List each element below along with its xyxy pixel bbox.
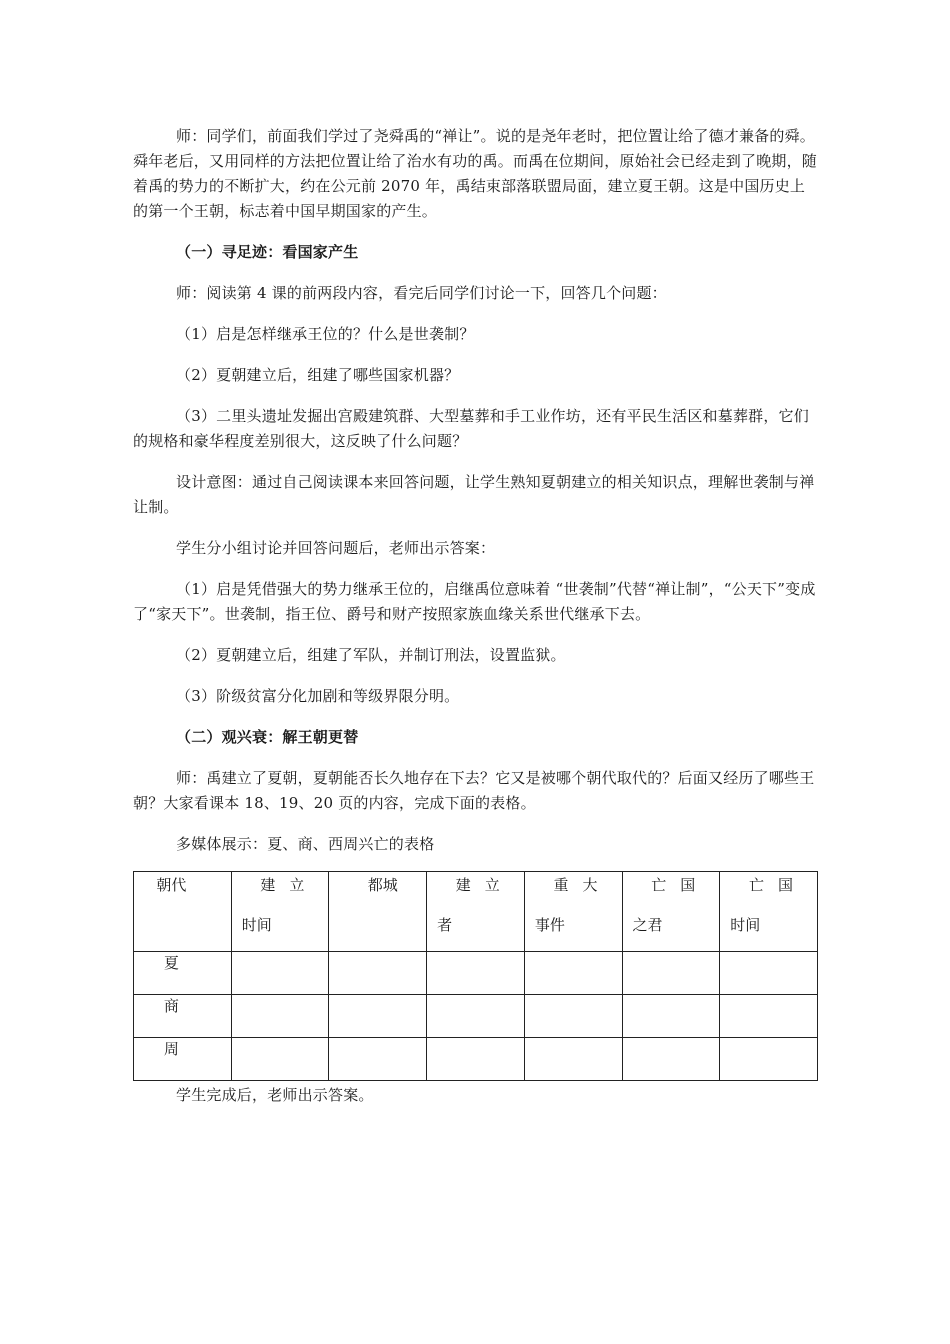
closing-note: 学生完成后，老师出示答案。 <box>176 1086 374 1104</box>
table-row <box>134 952 818 995</box>
table-cell <box>720 1038 818 1081</box>
table-cell <box>720 952 818 995</box>
table-cell <box>231 952 329 995</box>
table-cell <box>622 1038 720 1081</box>
row-label-shang: 商 <box>134 995 232 1038</box>
table-cell <box>524 952 622 995</box>
question-2: （2）夏朝建立后，组建了哪些国家机器？ <box>176 366 460 384</box>
multimedia-note: 多媒体展示：夏、商、西周兴亡的表格 <box>176 835 435 853</box>
table-cell <box>622 952 720 995</box>
table-row <box>134 1038 818 1081</box>
document-body <box>133 124 818 1108</box>
header-cell-capital: 都城 <box>329 872 427 952</box>
answer-2: （2）夏朝建立后，组建了军队，并制订刑法，设置监狱。 <box>176 646 566 664</box>
discussion-note: 学生分小组讨论并回答问题后，老师出示答案： <box>176 539 496 557</box>
table-cell <box>231 995 329 1038</box>
header-cell-fall-time: 亡国 时间 <box>720 872 818 952</box>
header-cell-dynasty: 朝代 <box>134 872 232 952</box>
table-cell <box>427 952 525 995</box>
table-cell <box>329 1038 427 1081</box>
header-cell-founding-time: 建立 时间 <box>231 872 329 952</box>
intro-paragraph: 师：同学们，前面我们学过了尧舜禹的“禅让”。说的是尧年老时，把位置让给了德才兼备的舜。舜年老后，又用同样的方法把位置让给了治水有功的禹。而禹在位期间，原始社会已经走到了晚期，随着禹的势力的不断扩大，约在公元前 2070 年，禹结束部落联盟局面，建立夏王朝。这是中国历史上的第一个王朝，标志着中国早期国家的产生。 <box>133 127 818 220</box>
header-cell-founder: 建立 者 <box>427 872 525 952</box>
table-cell <box>231 1038 329 1081</box>
teacher-instruction: 师：阅读第 4 课的前两段内容，看完后同学们讨论一下，回答几个问题： <box>176 284 667 302</box>
table-cell <box>720 995 818 1038</box>
section-heading-1: （一）寻足迹：看国家产生 <box>176 243 359 261</box>
table-cell <box>524 1038 622 1081</box>
header-cell-major-events: 重大 事件 <box>524 872 622 952</box>
table-cell <box>524 995 622 1038</box>
answer-3: （3）阶级贫富分化加剧和等级界限分明。 <box>176 687 460 705</box>
header-cell-last-ruler: 亡国 之君 <box>622 872 720 952</box>
table-cell <box>622 995 720 1038</box>
question-1: （1）启是怎样继承王位的？什么是世袭制？ <box>176 325 475 343</box>
design-intent: 设计意图：通过自己阅读课本来回答问题，让学生熟知夏朝建立的相关知识点，理解世袭制与禅让制。 <box>133 473 815 516</box>
section-heading-2: （二）观兴衰：解王朝更替 <box>176 728 359 746</box>
dynasty-table <box>133 871 818 1081</box>
teacher-question: 师：禹建立了夏朝，夏朝能否长久地存在下去？它又是被哪个朝代取代的？后面又经历了哪些王朝？大家看课本 18、19、20 页的内容，完成下面的表格。 <box>133 769 815 812</box>
table-cell <box>427 1038 525 1081</box>
answer-1: （1）启是凭借强大的势力继承王位的，启继禹位意味着 “世袭制”代替“禅让制”，“公天下”变成了“家天下”。世袭制，指王位、爵号和财产按照家族血缘关系世代继承下去。 <box>133 580 816 623</box>
table-cell <box>329 952 427 995</box>
row-label-zhou: 周 <box>134 1038 232 1081</box>
table-cell <box>427 995 525 1038</box>
row-label-xia: 夏 <box>134 952 232 995</box>
table-row <box>134 995 818 1038</box>
question-3: （3）二里头遗址发掘出宫殿建筑群、大型墓葬和手工业作坊，还有平民生活区和墓葬群，它们的规格和豪华程度差别很大，这反映了什么问题？ <box>133 407 809 450</box>
table-header-row <box>134 872 818 952</box>
table-cell <box>329 995 427 1038</box>
